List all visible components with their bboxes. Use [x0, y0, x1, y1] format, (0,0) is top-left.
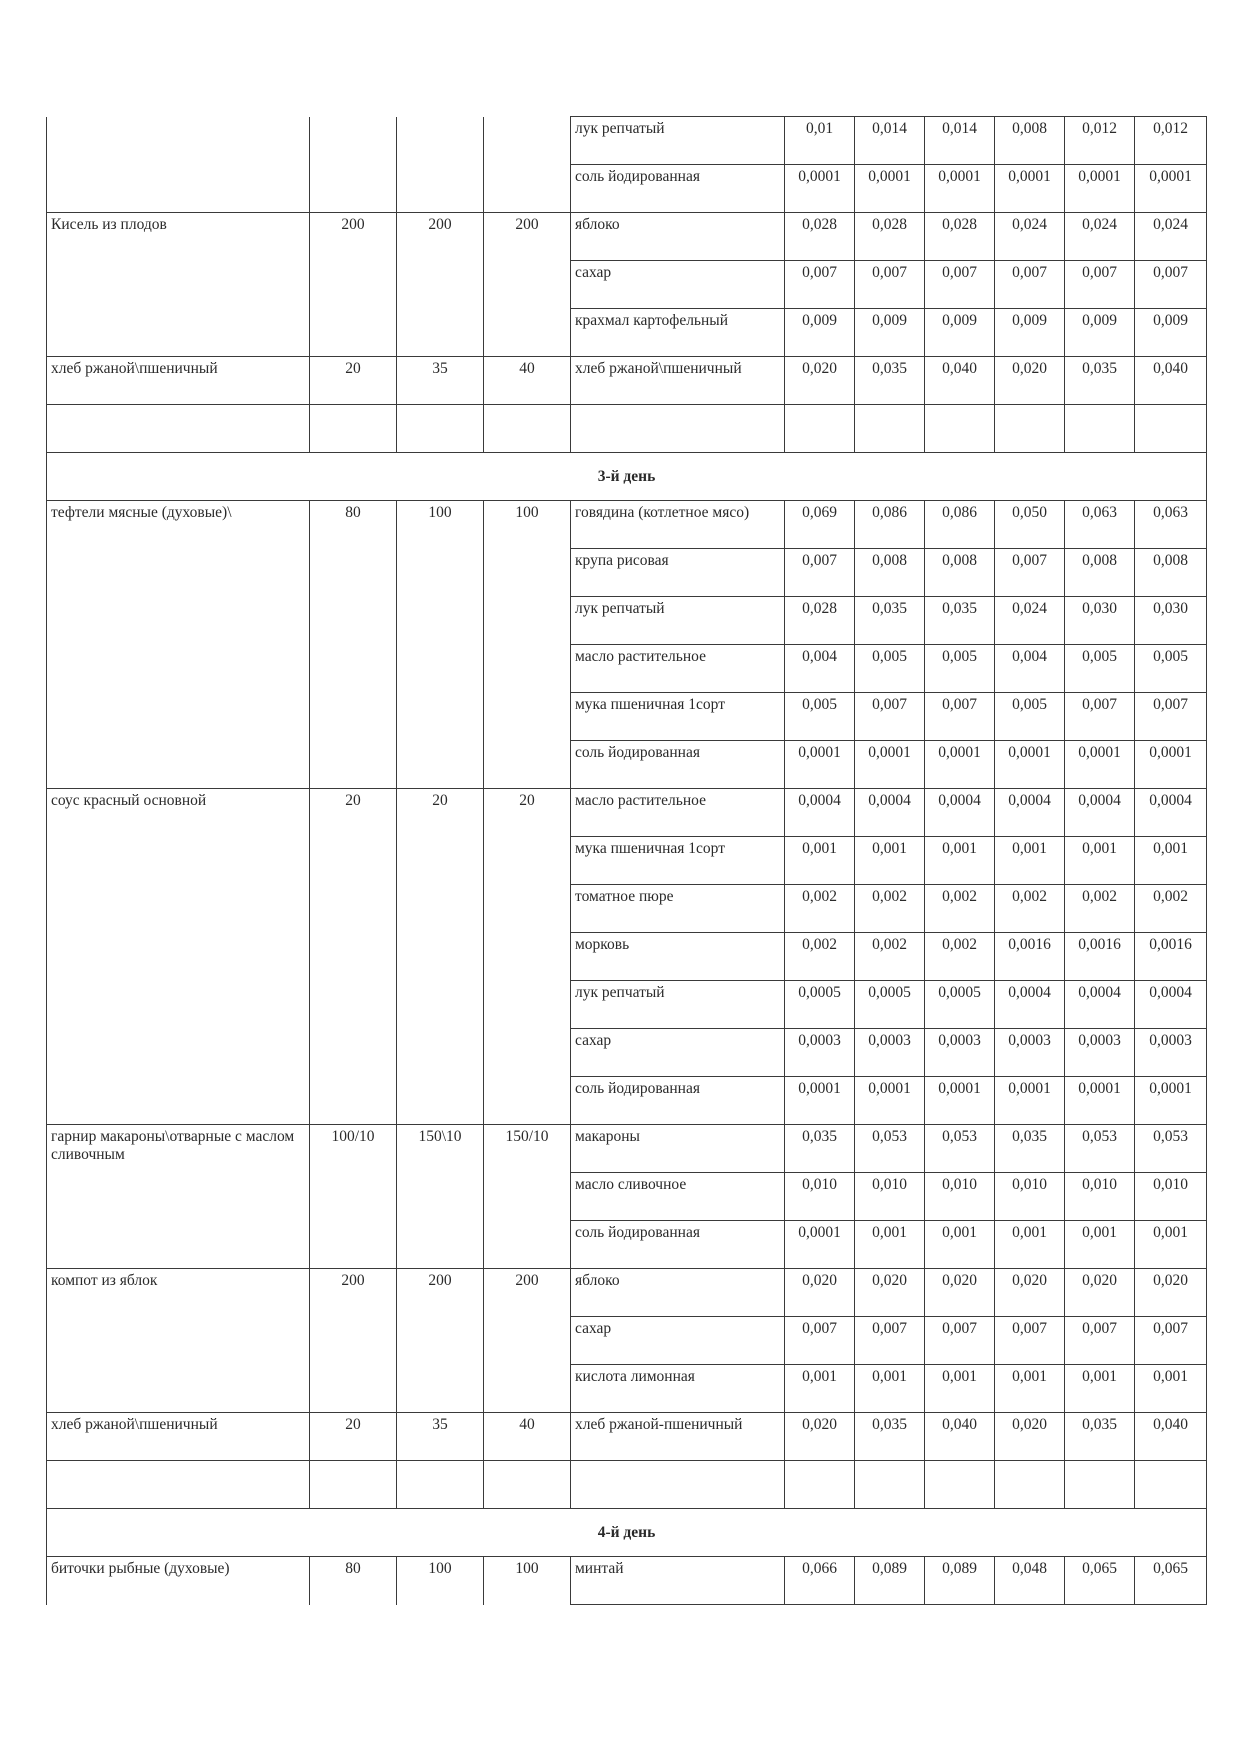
quantity-value: 0,089: [855, 1557, 925, 1605]
quantity-value: 0,001: [855, 1221, 925, 1269]
quantity-value: 0,028: [785, 213, 855, 261]
portion-weight: 200: [484, 213, 571, 357]
quantity-value: 0,001: [855, 1365, 925, 1413]
quantity-value: 0,001: [925, 837, 995, 885]
dish-name: гарнир макароны\отварные с маслом сливочным: [47, 1125, 310, 1269]
quantity-value: 0,0003: [1135, 1029, 1207, 1077]
ingredient-name: яблоко: [571, 1269, 785, 1317]
quantity-value: 0,0001: [785, 1221, 855, 1269]
table-row: [47, 117, 1207, 165]
quantity-value: 0,020: [785, 1269, 855, 1317]
quantity-value: 0,002: [1065, 885, 1135, 933]
quantity-value: 0,004: [995, 645, 1065, 693]
quantity-value: 0,020: [995, 1413, 1065, 1461]
quantity-value: 0,024: [1135, 213, 1207, 261]
quantity-value: 0,065: [1065, 1557, 1135, 1605]
quantity-value: 0,007: [785, 549, 855, 597]
table-row: [47, 501, 1207, 549]
quantity-value: 0,0001: [925, 165, 995, 213]
ingredient-name: мука пшеничная 1сорт: [571, 837, 785, 885]
quantity-value: 0,0001: [785, 1077, 855, 1125]
quantity-value: 0,007: [785, 1317, 855, 1365]
quantity-value: 0,0001: [995, 741, 1065, 789]
quantity-value: 0,0003: [1065, 1029, 1135, 1077]
ingredient-name: соль йодированная: [571, 741, 785, 789]
quantity-value: 0,004: [785, 645, 855, 693]
day-header: 3-й день: [47, 453, 1207, 501]
quantity-value: 0,001: [995, 1221, 1065, 1269]
quantity-value: 0,002: [1135, 885, 1207, 933]
ingredient-name: крахмал картофельный: [571, 309, 785, 357]
quantity-value: 0,0004: [785, 789, 855, 837]
quantity-value: 0,035: [855, 1413, 925, 1461]
quantity-value: 0,002: [785, 885, 855, 933]
quantity-value: 0,0003: [785, 1029, 855, 1077]
empty-cell: [47, 1461, 310, 1509]
portion-weight: [484, 117, 571, 213]
quantity-value: 0,020: [925, 1269, 995, 1317]
quantity-value: 0,007: [1135, 1317, 1207, 1365]
table-row: [47, 1269, 1207, 1317]
portion-weight: 200: [397, 213, 484, 357]
quantity-value: 0,001: [855, 837, 925, 885]
quantity-value: 0,009: [855, 309, 925, 357]
quantity-value: 0,0001: [785, 165, 855, 213]
quantity-value: 0,007: [925, 693, 995, 741]
empty-cell: [484, 405, 571, 453]
quantity-value: 0,008: [1065, 549, 1135, 597]
portion-weight: 100/10: [310, 1125, 397, 1269]
quantity-value: 0,0001: [925, 1077, 995, 1125]
day-header-row: [47, 1509, 1207, 1557]
quantity-value: 0,007: [785, 261, 855, 309]
quantity-value: 0,069: [785, 501, 855, 549]
ingredient-name: лук репчатый: [571, 117, 785, 165]
quantity-value: 0,007: [1065, 261, 1135, 309]
ingredient-name: лук репчатый: [571, 597, 785, 645]
empty-cell: [47, 405, 310, 453]
quantity-value: 0,012: [1065, 117, 1135, 165]
portion-weight: 100: [484, 1557, 571, 1605]
empty-cell: [1135, 405, 1207, 453]
portion-weight: 150\10: [397, 1125, 484, 1269]
quantity-value: 0,010: [785, 1173, 855, 1221]
quantity-value: 0,0001: [855, 165, 925, 213]
quantity-value: 0,066: [785, 1557, 855, 1605]
quantity-value: 0,008: [1135, 549, 1207, 597]
quantity-value: 0,001: [1065, 1221, 1135, 1269]
portion-weight: 200: [397, 1269, 484, 1413]
portion-weight: 40: [484, 1413, 571, 1461]
dish-name: хлеб ржаной\пшеничный: [47, 357, 310, 405]
ingredient-name: томатное пюре: [571, 885, 785, 933]
quantity-value: 0,0001: [1065, 741, 1135, 789]
quantity-value: 0,002: [855, 885, 925, 933]
quantity-value: 0,020: [1135, 1269, 1207, 1317]
portion-weight: 20: [484, 789, 571, 1125]
quantity-value: 0,005: [1135, 645, 1207, 693]
table-row: [47, 405, 1207, 453]
quantity-value: 0,01: [785, 117, 855, 165]
ingredient-name: масло растительное: [571, 789, 785, 837]
quantity-value: 0,007: [1135, 261, 1207, 309]
quantity-value: 0,024: [1065, 213, 1135, 261]
dish-name: компот из яблок: [47, 1269, 310, 1413]
quantity-value: 0,028: [855, 213, 925, 261]
quantity-value: 0,005: [855, 645, 925, 693]
quantity-value: 0,0005: [855, 981, 925, 1029]
quantity-value: 0,001: [1135, 837, 1207, 885]
quantity-value: 0,050: [995, 501, 1065, 549]
quantity-value: 0,0003: [855, 1029, 925, 1077]
empty-cell: [925, 1461, 995, 1509]
table-row: [47, 789, 1207, 837]
quantity-value: 0,002: [925, 885, 995, 933]
empty-cell: [925, 405, 995, 453]
quantity-value: 0,008: [925, 549, 995, 597]
quantity-value: 0,035: [925, 597, 995, 645]
quantity-value: 0,007: [1135, 693, 1207, 741]
empty-cell: [571, 405, 785, 453]
quantity-value: 0,0016: [1065, 933, 1135, 981]
quantity-value: 0,010: [1065, 1173, 1135, 1221]
quantity-value: 0,007: [855, 693, 925, 741]
quantity-value: 0,0016: [995, 933, 1065, 981]
quantity-value: 0,035: [785, 1125, 855, 1173]
quantity-value: 0,001: [785, 837, 855, 885]
table-row: [47, 1413, 1207, 1461]
empty-cell: [785, 405, 855, 453]
quantity-value: 0,009: [995, 309, 1065, 357]
quantity-value: 0,010: [925, 1173, 995, 1221]
quantity-value: 0,014: [925, 117, 995, 165]
ingredient-name: масло сливочное: [571, 1173, 785, 1221]
ingredient-name: яблоко: [571, 213, 785, 261]
quantity-value: 0,0004: [995, 981, 1065, 1029]
quantity-value: 0,012: [1135, 117, 1207, 165]
portion-weight: 200: [310, 213, 397, 357]
quantity-value: 0,008: [855, 549, 925, 597]
quantity-value: 0,009: [925, 309, 995, 357]
quantity-value: 0,010: [995, 1173, 1065, 1221]
quantity-value: 0,0001: [1135, 741, 1207, 789]
quantity-value: 0,001: [1135, 1365, 1207, 1413]
quantity-value: 0,028: [785, 597, 855, 645]
table-row: [47, 1125, 1207, 1173]
quantity-value: 0,0004: [1065, 789, 1135, 837]
quantity-value: 0,053: [1065, 1125, 1135, 1173]
quantity-value: 0,053: [925, 1125, 995, 1173]
quantity-value: 0,086: [925, 501, 995, 549]
empty-cell: [995, 1461, 1065, 1509]
quantity-value: 0,002: [855, 933, 925, 981]
quantity-value: 0,0001: [1065, 1077, 1135, 1125]
quantity-value: 0,007: [995, 261, 1065, 309]
day-header-row: [47, 453, 1207, 501]
quantity-value: 0,063: [1065, 501, 1135, 549]
quantity-value: 0,040: [925, 357, 995, 405]
ingredient-name: соль йодированная: [571, 165, 785, 213]
quantity-value: 0,005: [925, 645, 995, 693]
table-row: [47, 1557, 1207, 1605]
dish-name: Кисель из плодов: [47, 213, 310, 357]
portion-weight: 35: [397, 357, 484, 405]
quantity-value: 0,001: [995, 1365, 1065, 1413]
quantity-value: 0,001: [1135, 1221, 1207, 1269]
quantity-value: 0,007: [995, 549, 1065, 597]
quantity-value: 0,0001: [855, 741, 925, 789]
quantity-value: 0,001: [1065, 1365, 1135, 1413]
portion-weight: 40: [484, 357, 571, 405]
quantity-value: 0,0001: [995, 165, 1065, 213]
ingredient-name: сахар: [571, 1029, 785, 1077]
quantity-value: 0,007: [1065, 693, 1135, 741]
portion-weight: 20: [310, 1413, 397, 1461]
quantity-value: 0,035: [995, 1125, 1065, 1173]
quantity-value: 0,001: [925, 1221, 995, 1269]
portion-weight: 35: [397, 1413, 484, 1461]
day-header: 4-й день: [47, 1509, 1207, 1557]
quantity-value: 0,0001: [1135, 1077, 1207, 1125]
quantity-value: 0,065: [1135, 1557, 1207, 1605]
quantity-value: 0,0001: [1135, 165, 1207, 213]
quantity-value: 0,005: [1065, 645, 1135, 693]
ingredient-name: сахар: [571, 1317, 785, 1365]
empty-cell: [855, 405, 925, 453]
menu-table: [46, 116, 1207, 1605]
empty-cell: [484, 1461, 571, 1509]
quantity-value: 0,020: [995, 1269, 1065, 1317]
quantity-value: 0,035: [855, 357, 925, 405]
quantity-value: 0,001: [1065, 837, 1135, 885]
quantity-value: 0,0001: [785, 741, 855, 789]
ingredient-name: масло растительное: [571, 645, 785, 693]
quantity-value: 0,020: [785, 357, 855, 405]
quantity-value: 0,005: [995, 693, 1065, 741]
empty-cell: [310, 405, 397, 453]
portion-weight: 20: [397, 789, 484, 1125]
empty-cell: [310, 1461, 397, 1509]
portion-weight: 100: [397, 501, 484, 789]
quantity-value: 0,0003: [995, 1029, 1065, 1077]
quantity-value: 0,002: [925, 933, 995, 981]
quantity-value: 0,035: [1065, 357, 1135, 405]
quantity-value: 0,001: [925, 1365, 995, 1413]
quantity-value: 0,007: [925, 261, 995, 309]
ingredient-name: соль йодированная: [571, 1077, 785, 1125]
portion-weight: [310, 117, 397, 213]
portion-weight: 200: [310, 1269, 397, 1413]
dish-name: соус красный основной: [47, 789, 310, 1125]
quantity-value: 0,007: [995, 1317, 1065, 1365]
portion-weight: 200: [484, 1269, 571, 1413]
quantity-value: 0,040: [1135, 1413, 1207, 1461]
ingredient-name: лук репчатый: [571, 981, 785, 1029]
quantity-value: 0,009: [1135, 309, 1207, 357]
quantity-value: 0,089: [925, 1557, 995, 1605]
quantity-value: 0,063: [1135, 501, 1207, 549]
quantity-value: 0,040: [925, 1413, 995, 1461]
empty-cell: [1065, 405, 1135, 453]
empty-cell: [1065, 1461, 1135, 1509]
ingredient-name: мука пшеничная 1сорт: [571, 693, 785, 741]
quantity-value: 0,007: [855, 261, 925, 309]
empty-cell: [1135, 1461, 1207, 1509]
quantity-value: 0,028: [925, 213, 995, 261]
portion-weight: 150/10: [484, 1125, 571, 1269]
empty-cell: [785, 1461, 855, 1509]
quantity-value: 0,0004: [1135, 789, 1207, 837]
dish-name: биточки рыбные (духовые): [47, 1557, 310, 1605]
quantity-value: 0,020: [1065, 1269, 1135, 1317]
quantity-value: 0,009: [1065, 309, 1135, 357]
table-row: [47, 1461, 1207, 1509]
quantity-value: 0,086: [855, 501, 925, 549]
quantity-value: 0,024: [995, 597, 1065, 645]
ingredient-name: говядина (котлетное мясо): [571, 501, 785, 549]
quantity-value: 0,020: [785, 1413, 855, 1461]
quantity-value: 0,020: [855, 1269, 925, 1317]
portion-weight: 100: [397, 1557, 484, 1605]
quantity-value: 0,0001: [995, 1077, 1065, 1125]
quantity-value: 0,0001: [925, 741, 995, 789]
ingredient-name: соль йодированная: [571, 1221, 785, 1269]
ingredient-name: хлеб ржаной-пшеничный: [571, 1413, 785, 1461]
quantity-value: 0,009: [785, 309, 855, 357]
quantity-value: 0,007: [1065, 1317, 1135, 1365]
portion-weight: 80: [310, 1557, 397, 1605]
quantity-value: 0,0004: [1135, 981, 1207, 1029]
quantity-value: 0,053: [855, 1125, 925, 1173]
quantity-value: 0,048: [995, 1557, 1065, 1605]
ingredient-name: макароны: [571, 1125, 785, 1173]
quantity-value: 0,001: [995, 837, 1065, 885]
quantity-value: 0,014: [855, 117, 925, 165]
quantity-value: 0,0005: [785, 981, 855, 1029]
ingredient-name: кислота лимонная: [571, 1365, 785, 1413]
empty-cell: [397, 405, 484, 453]
quantity-value: 0,030: [1065, 597, 1135, 645]
quantity-value: 0,035: [855, 597, 925, 645]
ingredient-name: морковь: [571, 933, 785, 981]
portion-weight: [397, 117, 484, 213]
quantity-value: 0,001: [785, 1365, 855, 1413]
empty-cell: [995, 405, 1065, 453]
quantity-value: 0,002: [995, 885, 1065, 933]
quantity-value: 0,0004: [925, 789, 995, 837]
dish-name: [47, 117, 310, 213]
portion-weight: 20: [310, 789, 397, 1125]
quantity-value: 0,010: [855, 1173, 925, 1221]
quantity-value: 0,002: [785, 933, 855, 981]
empty-cell: [571, 1461, 785, 1509]
quantity-value: 0,035: [1065, 1413, 1135, 1461]
empty-cell: [855, 1461, 925, 1509]
quantity-value: 0,053: [1135, 1125, 1207, 1173]
quantity-value: 0,008: [995, 117, 1065, 165]
quantity-value: 0,0004: [855, 789, 925, 837]
dish-name: хлеб ржаной\пшеничный: [47, 1413, 310, 1461]
quantity-value: 0,0003: [925, 1029, 995, 1077]
table-row: [47, 213, 1207, 261]
quantity-value: 0,010: [1135, 1173, 1207, 1221]
portion-weight: 100: [484, 501, 571, 789]
quantity-value: 0,0001: [1065, 165, 1135, 213]
quantity-value: 0,0005: [925, 981, 995, 1029]
empty-cell: [397, 1461, 484, 1509]
quantity-value: 0,040: [1135, 357, 1207, 405]
quantity-value: 0,024: [995, 213, 1065, 261]
portion-weight: 20: [310, 357, 397, 405]
table-row: [47, 357, 1207, 405]
dish-name: тефтели мясные (духовые)\: [47, 501, 310, 789]
quantity-value: 0,005: [785, 693, 855, 741]
quantity-value: 0,007: [855, 1317, 925, 1365]
quantity-value: 0,020: [995, 357, 1065, 405]
quantity-value: 0,0004: [995, 789, 1065, 837]
portion-weight: 80: [310, 501, 397, 789]
quantity-value: 0,0016: [1135, 933, 1207, 981]
ingredient-name: минтай: [571, 1557, 785, 1605]
quantity-value: 0,030: [1135, 597, 1207, 645]
ingredient-name: сахар: [571, 261, 785, 309]
quantity-value: 0,007: [925, 1317, 995, 1365]
quantity-value: 0,0001: [855, 1077, 925, 1125]
quantity-value: 0,0004: [1065, 981, 1135, 1029]
ingredient-name: крупа рисовая: [571, 549, 785, 597]
ingredient-name: хлеб ржаной\пшеничный: [571, 357, 785, 405]
